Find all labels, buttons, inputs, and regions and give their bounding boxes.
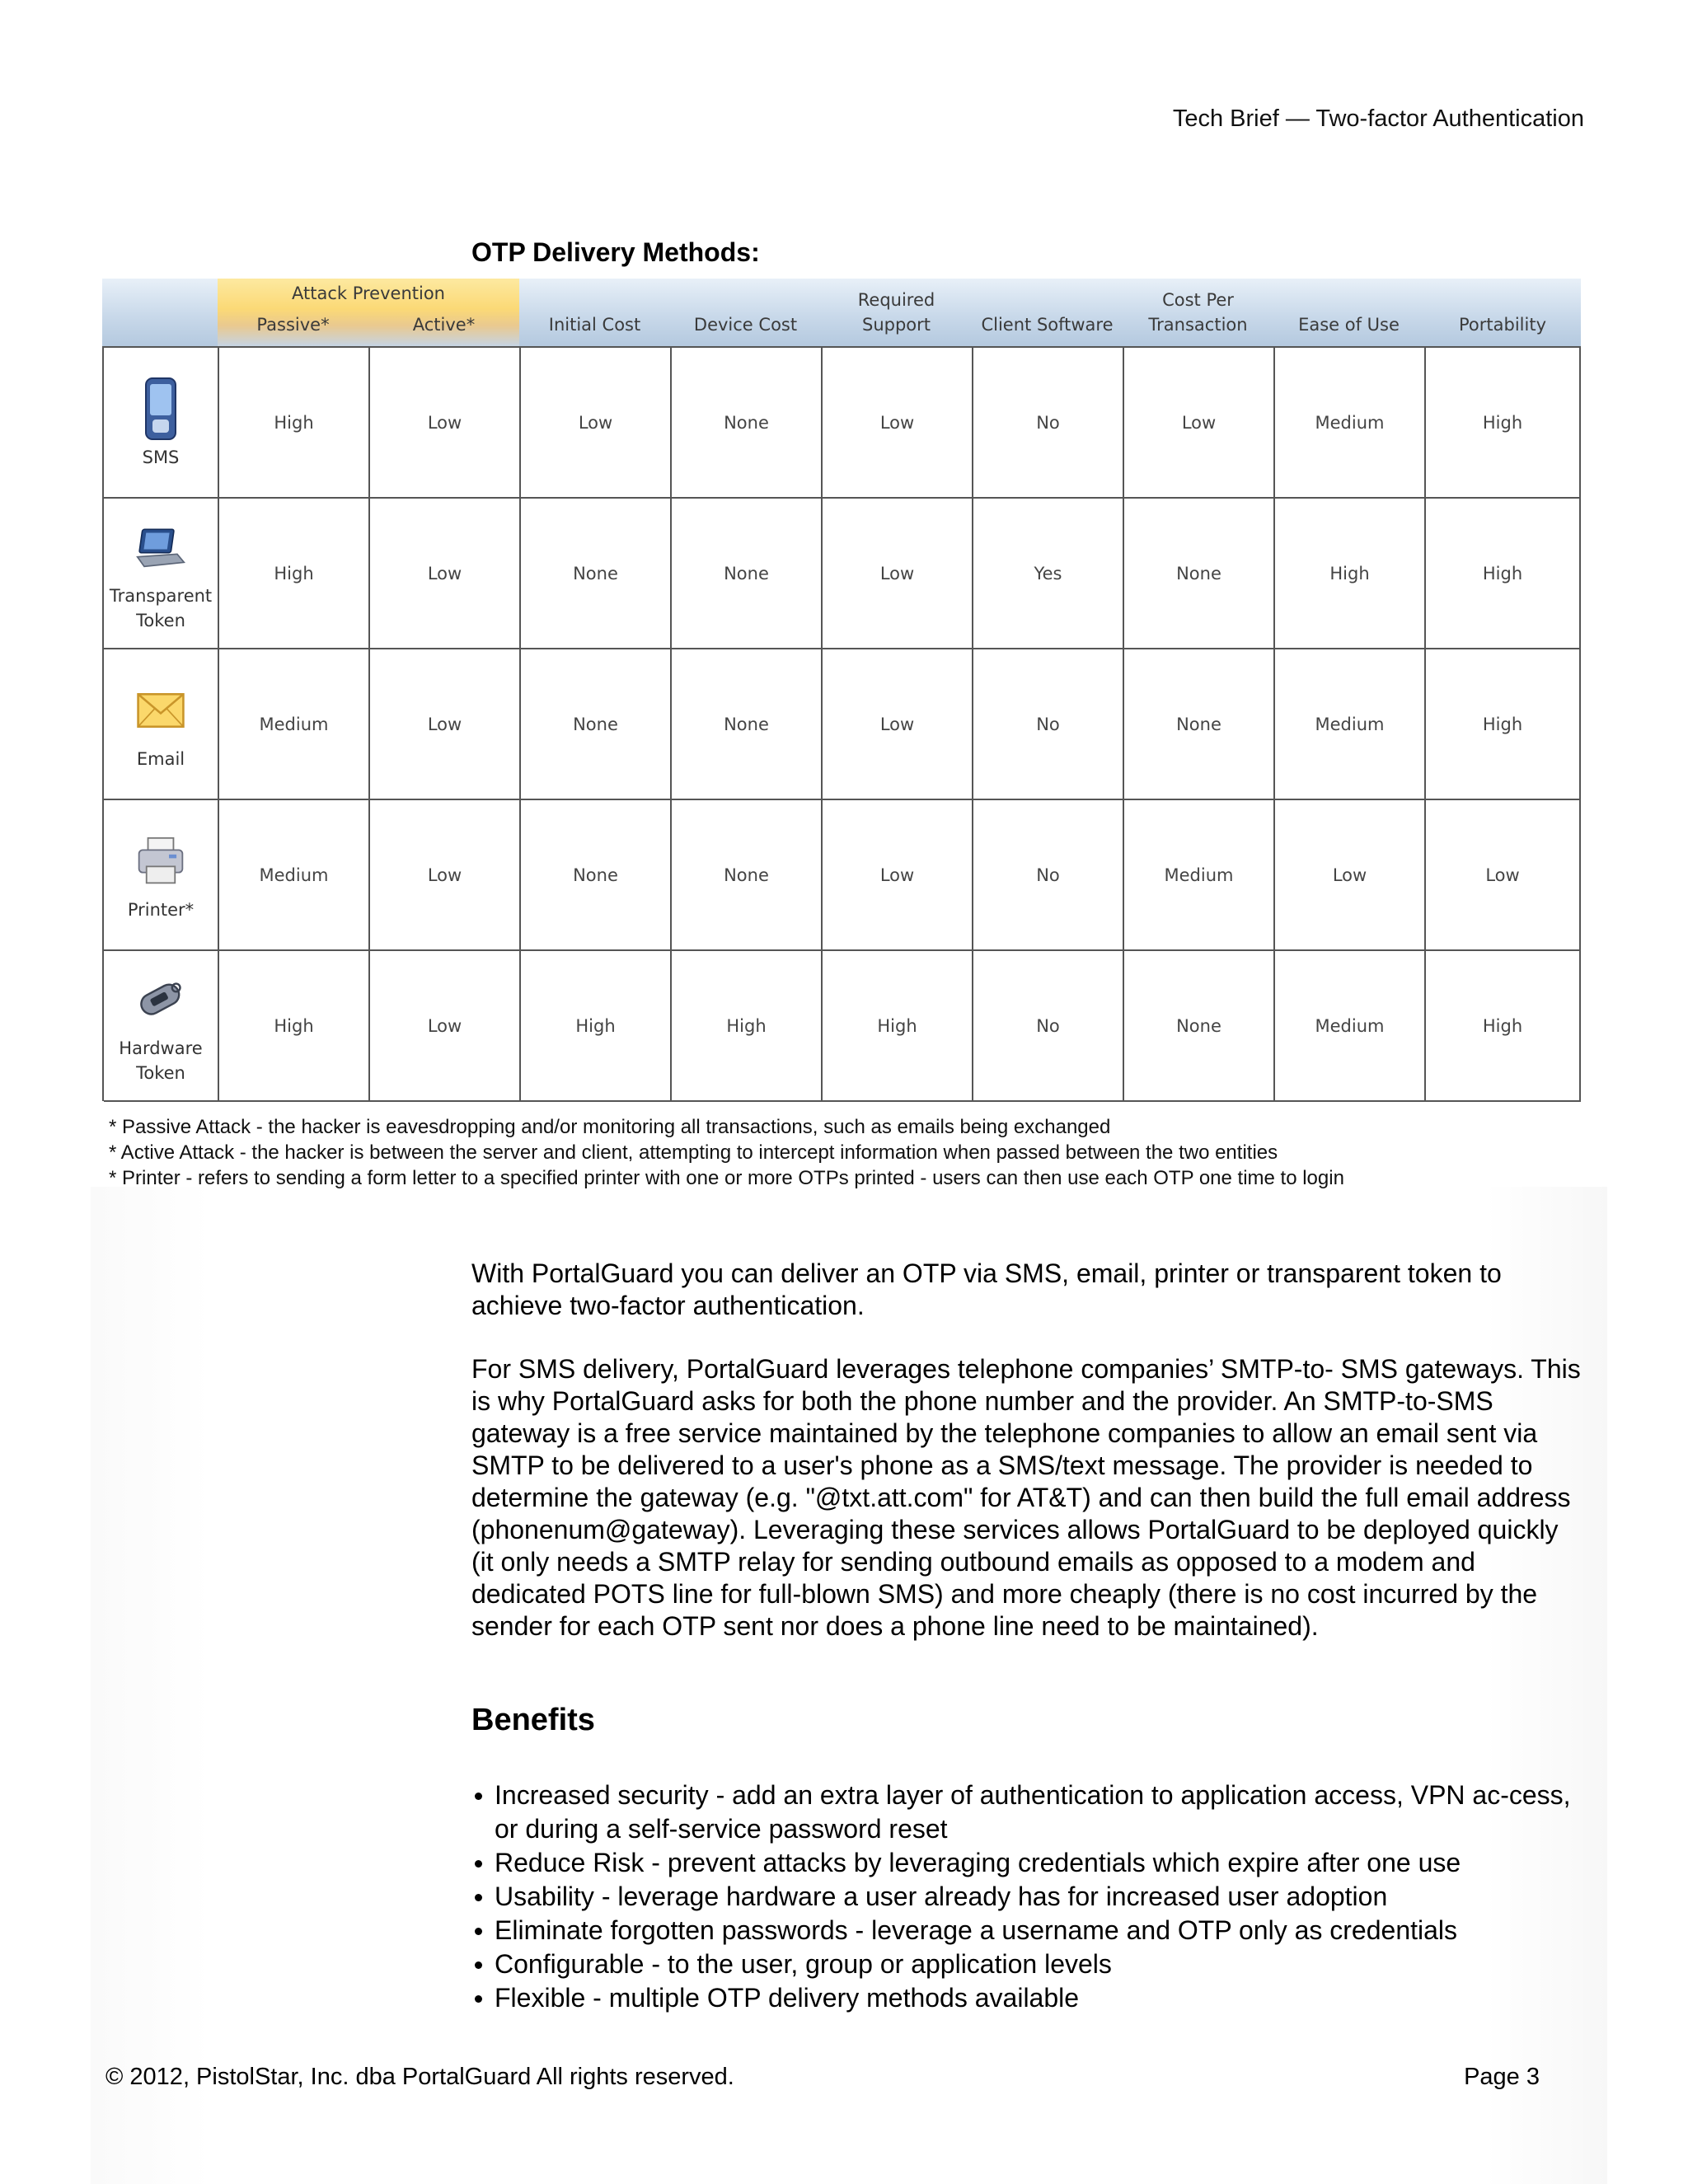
header-required-line1: Required (857, 290, 935, 310)
table-cell: Medium (1124, 800, 1275, 951)
footer-copyright: © 2012, PistolStar, Inc. dba PortalGuard All rights reserved. (106, 2064, 734, 2090)
benefit-item: Reduce Risk - prevent attacks by leveraging credentials which expire after one use (471, 1846, 1576, 1880)
table-header-row (102, 279, 1581, 346)
footnote-printer: * Printer - refers to sending a form letter to a specified printer with one or more OTPs printed - users can then use each OTP one time to login (109, 1167, 1344, 1189)
method-label (119, 1036, 202, 1085)
benefit-item: Flexible - multiple OTP delivery methods available (471, 1981, 1576, 2015)
table-cell: None (672, 348, 823, 499)
table-cell: Low (823, 800, 973, 951)
table-cell: None (1124, 499, 1275, 649)
key-fob-icon (136, 967, 185, 1033)
header-required-line2: Support (861, 315, 931, 335)
table-cell: High (219, 499, 370, 649)
footnotes (109, 1114, 1344, 1191)
sms-delivery-paragraph: For SMS delivery, PortalGuard leverages telephone companies’ SMTP-to- SMS gateways. This is why PortalGuard asks for both the phone number and the provider. An SMTP-to-SMS gateway is a free service maintained by the telephone companies to allow an email sent via SMTP to be delivered to a user's phone as a SMS/text message. The provider is needed to determine the gateway (e.g. "@txt.att.com" for AT&T) and can then build the full email address (phonenum@gateway). Leveraging these services allows PortalGuard to be deployed quickly (it only needs a SMTP relay for sending outbound emails as opposed to a modem and dedicated POTS line for full-blown SMS) and more cheaply (there is no cost incurred by the sender for each OTP sent nor does a phone line need to be maintained). (471, 1354, 1581, 1641)
benefits-heading: Benefits (471, 1703, 595, 1737)
method-label-line1: SMS (142, 447, 180, 467)
table-cell: High (1426, 649, 1581, 800)
table-title: OTP Delivery Methods: (471, 237, 760, 267)
mobile-phone-icon (136, 376, 185, 442)
table-cell: None (1124, 951, 1275, 1102)
footnote-passive: * Passive Attack - the hacker is eavesdropping and/or monitoring all transactions, such as emails being exchanged (109, 1116, 1111, 1138)
table-cell: High (1426, 348, 1581, 499)
page-background (91, 1187, 1607, 2184)
table-cell: Yes (973, 499, 1124, 649)
method-label-line2: Token (136, 1062, 185, 1083)
table-cell: No (973, 800, 1124, 951)
table-row (104, 800, 1582, 951)
laptop-icon (136, 514, 185, 580)
table-cell: High (219, 348, 370, 499)
table-cell: Medium (219, 800, 370, 951)
table-cell: Low (370, 649, 521, 800)
table-cell: High (1275, 499, 1426, 649)
otp-delivery-methods-table (102, 279, 1581, 1101)
header-active: Active* (412, 315, 476, 335)
method-label (143, 445, 180, 470)
intro-paragraph: With PortalGuard you can deliver an OTP via SMS, email, printer or transparent token to achieve two-factor authentication. (471, 1258, 1502, 1320)
header-initial-cost: Initial Cost (548, 315, 641, 335)
table-cell: Low (1124, 348, 1275, 499)
method-cell (104, 499, 219, 649)
table-row (104, 649, 1582, 800)
table-cell: None (521, 499, 672, 649)
table-cell: Medium (1275, 649, 1426, 800)
table-cell: Low (823, 348, 973, 499)
header-portability: Portability (1459, 315, 1546, 335)
benefits-list (471, 1779, 1576, 2015)
header-attack-prevention: Attack Prevention (292, 284, 445, 303)
table-cell: High (1426, 499, 1581, 649)
table-cell: High (521, 951, 672, 1102)
sms-paragraph-block (471, 1353, 1584, 1643)
envelope-icon (136, 677, 185, 743)
table-grid (102, 346, 1581, 1101)
footer-page-number: Page 3 (1464, 2064, 1540, 2090)
header-cost-per-line1: Cost Per (1162, 290, 1234, 310)
method-label (128, 898, 194, 922)
table-cell: None (521, 649, 672, 800)
benefit-item: Increased security - add an extra layer of authentication to application access, VPN ac-cess, or during a self-service password reset (471, 1779, 1576, 1846)
table-cell: None (672, 499, 823, 649)
table-cell: Low (823, 499, 973, 649)
table-row (104, 951, 1582, 1102)
method-label-line1: Hardware (119, 1038, 203, 1058)
table-cell: High (672, 951, 823, 1102)
table-cell: Medium (1275, 951, 1426, 1102)
table-cell: High (1426, 951, 1581, 1102)
printer-icon (136, 828, 185, 894)
table-cell: None (521, 800, 672, 951)
intro-paragraph-block (471, 1258, 1584, 1322)
method-label-line1: Printer* (127, 899, 195, 920)
header-passive: Passive* (256, 315, 330, 335)
table-cell: No (973, 649, 1124, 800)
table-cell: None (1124, 649, 1275, 800)
header-ease-of-use: Ease of Use (1298, 315, 1400, 335)
table-cell: No (973, 951, 1124, 1102)
table-cell: Low (370, 800, 521, 951)
benefit-item: Eliminate forgotten passwords - leverage a username and OTP only as credentials (471, 1914, 1576, 1947)
table-cell: Medium (1275, 348, 1426, 499)
method-cell (104, 348, 219, 499)
table-cell: Low (370, 951, 521, 1102)
method-label-line2: Token (136, 610, 185, 630)
table-cell: Low (370, 499, 521, 649)
header-device-cost: Device Cost (693, 315, 798, 335)
table-cell: Low (1426, 800, 1581, 951)
header-cost-per-line2: Transaction (1148, 315, 1248, 335)
table-cell: Low (1275, 800, 1426, 951)
method-label (137, 747, 185, 771)
table-cell: Low (370, 348, 521, 499)
running-header: Tech Brief — Two-factor Authentication (1172, 105, 1584, 132)
footnote-active: * Active Attack - the hacker is between the server and client, attempting to intercept information when passed between the two entities (109, 1141, 1278, 1164)
table-cell: No (973, 348, 1124, 499)
table-cell: Low (823, 649, 973, 800)
method-cell (104, 951, 219, 1102)
method-label-line1: Email (136, 748, 185, 769)
table-cell: High (823, 951, 973, 1102)
benefit-item: Usability - leverage hardware a user already has for increased user adoption (471, 1880, 1576, 1914)
table-cell: Medium (219, 649, 370, 800)
method-label (110, 583, 212, 633)
benefits-section (471, 1703, 1584, 1738)
table-cell: Low (521, 348, 672, 499)
table-row (104, 499, 1582, 649)
header-client-software: Client Software (981, 315, 1114, 335)
table-row (104, 348, 1582, 499)
table-cell: High (219, 951, 370, 1102)
benefit-item: Configurable - to the user, group or application levels (471, 1947, 1576, 1981)
benefits-list-block (471, 1779, 1576, 2015)
method-cell (104, 800, 219, 951)
method-cell (104, 649, 219, 800)
table-cell: None (672, 649, 823, 800)
method-label-line1: Transparent (109, 585, 213, 606)
table-cell: None (672, 800, 823, 951)
